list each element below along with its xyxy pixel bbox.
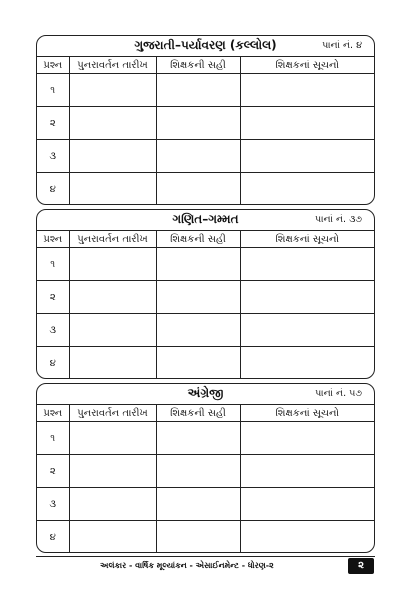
revision-table (37, 57, 374, 205)
signature-cell[interactable] (156, 422, 240, 455)
signature-cell[interactable] (156, 488, 240, 521)
column-header-revision-date: પુનરાવર્તન તારીખ (69, 57, 156, 74)
revision-date-cell[interactable] (69, 107, 156, 140)
signature-cell[interactable] (156, 455, 240, 488)
notes-cell[interactable] (240, 173, 374, 206)
section-page-ref: પાનાં નં. ૫૭ (315, 388, 362, 399)
row-number: ૩ (37, 140, 69, 173)
signature-cell[interactable] (156, 107, 240, 140)
section-page-ref: પાનાં નં. ૩૭ (315, 214, 362, 225)
row-number: ૪ (37, 521, 69, 554)
signature-cell[interactable] (156, 347, 240, 380)
revision-date-cell[interactable] (69, 314, 156, 347)
signature-cell[interactable] (156, 281, 240, 314)
row-number: ૨ (37, 107, 69, 140)
signature-cell[interactable] (156, 521, 240, 554)
section-english (36, 383, 375, 553)
section-title: ગણિત–ગમ્મત (172, 212, 239, 226)
table-row (37, 74, 374, 107)
section-title: અંગ્રેજી (187, 386, 224, 400)
section-header (37, 210, 374, 231)
section-math (36, 209, 375, 379)
section-gujarati (36, 35, 375, 205)
revision-date-cell[interactable] (69, 347, 156, 380)
column-header-teacher-signature: શિક્ષકની સહી (156, 57, 240, 74)
table-row (37, 107, 374, 140)
row-number: ૪ (37, 173, 69, 206)
table-row (37, 488, 374, 521)
revision-date-cell[interactable] (69, 455, 156, 488)
notes-cell[interactable] (240, 521, 374, 554)
revision-date-cell[interactable] (69, 248, 156, 281)
column-header-teacher-notes: શિક્ષકનાં સૂચનો (240, 57, 374, 74)
table-row (37, 281, 374, 314)
table-row (37, 140, 374, 173)
table-row (37, 248, 374, 281)
column-header-teacher-signature: શિક્ષકની સહી (156, 405, 240, 422)
table-row (37, 422, 374, 455)
row-number: ૧ (37, 422, 69, 455)
column-header-teacher-notes: શિક્ષકનાં સૂચનો (240, 231, 374, 248)
notes-cell[interactable] (240, 74, 374, 107)
section-header (37, 36, 374, 57)
column-header-question: પ્રશ્ન (37, 231, 69, 248)
section-header (37, 384, 374, 405)
table-row (37, 314, 374, 347)
notes-cell[interactable] (240, 281, 374, 314)
notes-cell[interactable] (240, 488, 374, 521)
footer-divider (36, 556, 375, 557)
row-number: ૪ (37, 347, 69, 380)
table-row (37, 521, 374, 554)
revision-date-cell[interactable] (69, 422, 156, 455)
row-number: ૨ (37, 281, 69, 314)
revision-table (37, 231, 374, 379)
signature-cell[interactable] (156, 248, 240, 281)
notes-cell[interactable] (240, 107, 374, 140)
column-header-teacher-signature: શિક્ષકની સહી (156, 231, 240, 248)
row-number: ૧ (37, 248, 69, 281)
notes-cell[interactable] (240, 248, 374, 281)
column-header-teacher-notes: શિક્ષકનાં સૂચનો (240, 405, 374, 422)
table-row (37, 173, 374, 206)
footer-text: અલંકાર - વાર્ષિક મૂલ્યાંકન - એસાઈનમેન્ટ - ધોરણ-૨ (100, 561, 274, 570)
notes-cell[interactable] (240, 422, 374, 455)
revision-date-cell[interactable] (69, 488, 156, 521)
column-header-question: પ્રશ્ન (37, 57, 69, 74)
revision-date-cell[interactable] (69, 74, 156, 107)
section-title: ગુજરાતી–પર્યાવરણ (કલ્લોલ) (134, 38, 277, 52)
revision-table (37, 405, 374, 553)
revision-date-cell[interactable] (69, 173, 156, 206)
row-number: ૧ (37, 74, 69, 107)
revision-date-cell[interactable] (69, 281, 156, 314)
revision-date-cell[interactable] (69, 521, 156, 554)
signature-cell[interactable] (156, 140, 240, 173)
column-header-revision-date: પુનરાવર્તન તારીખ (69, 405, 156, 422)
signature-cell[interactable] (156, 314, 240, 347)
row-number: ૨ (37, 455, 69, 488)
signature-cell[interactable] (156, 74, 240, 107)
section-page-ref: પાનાં નં. ૪ (322, 40, 362, 51)
column-header-revision-date: પુનરાવર્તન તારીખ (69, 231, 156, 248)
notes-cell[interactable] (240, 347, 374, 380)
notes-cell[interactable] (240, 455, 374, 488)
signature-cell[interactable] (156, 173, 240, 206)
notes-cell[interactable] (240, 140, 374, 173)
column-header-question: પ્રશ્ન (37, 405, 69, 422)
revision-date-cell[interactable] (69, 140, 156, 173)
table-row (37, 347, 374, 380)
row-number: ૩ (37, 314, 69, 347)
page-number-badge: ૨ (348, 558, 374, 574)
table-row (37, 455, 374, 488)
notes-cell[interactable] (240, 314, 374, 347)
row-number: ૩ (37, 488, 69, 521)
